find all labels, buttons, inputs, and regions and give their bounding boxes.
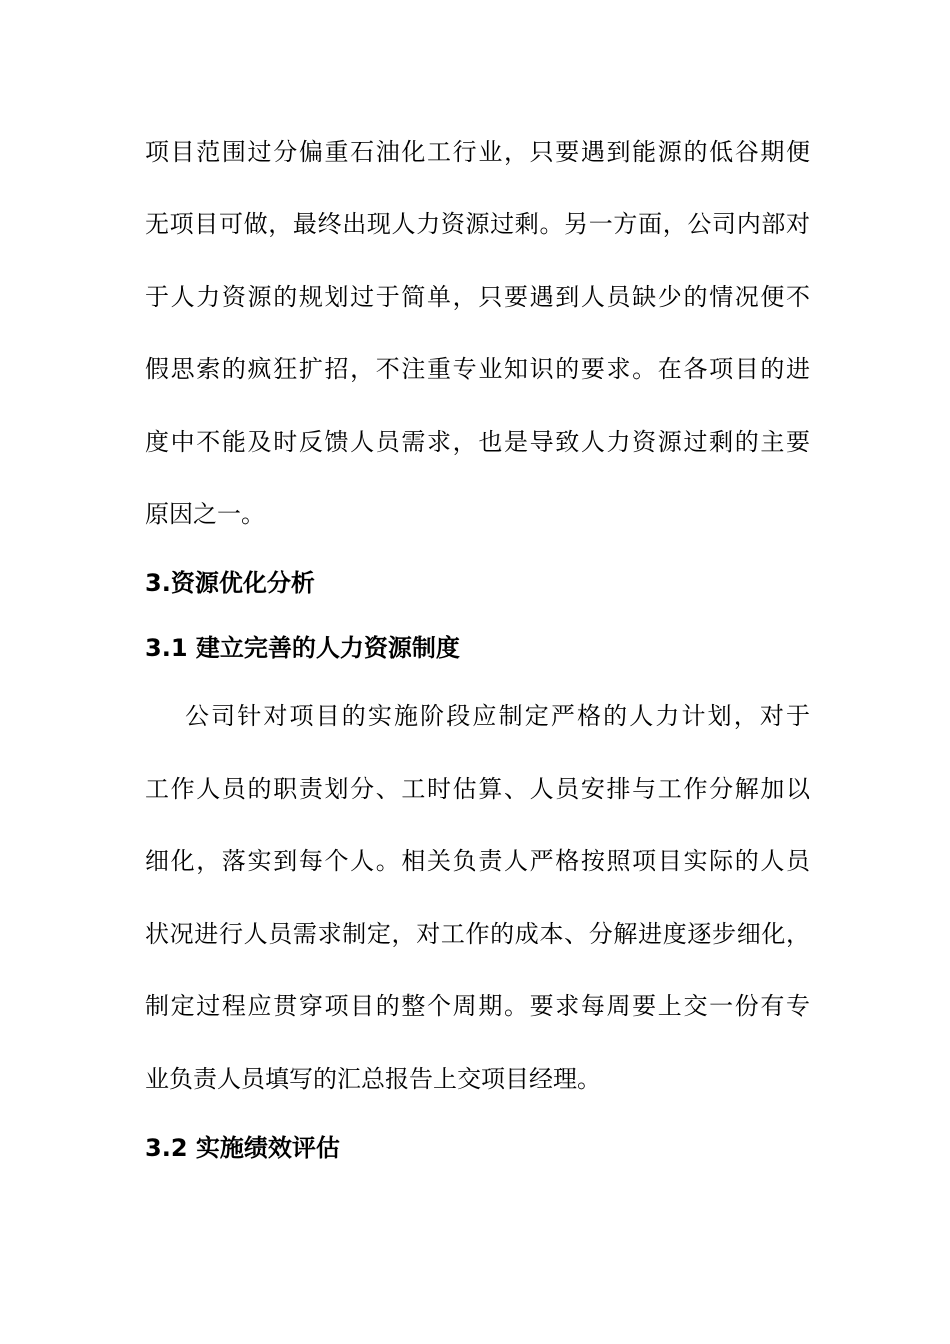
paragraph-line: 原因之一。 [145,500,265,528]
section-heading: 3.资源优化分析 [145,569,315,597]
paragraph-line: 度中不能及时反馈人员需求，也是导致人力资源过剩的主要 [145,428,810,456]
paragraph-line: 工作人员的职责划分、工时估算、人员安排与工作分解加以 [145,775,810,803]
paragraph-line: 状况进行人员需求制定，对工作的成本、分解进度逐步细化， [145,920,810,948]
paragraph-line: 业负责人员填写的汇总报告上交项目经理。 [145,1065,601,1093]
paragraph-line: 项目范围过分偏重石油化工行业，只要遇到能源的低谷期便 [145,138,810,166]
paragraph-line: 于人力资源的规划过于简单，只要遇到人员缺少的情况便不 [145,283,810,311]
paragraph-line: 公司针对项目的实施阶段应制定严格的人力计划，对于 [185,702,810,730]
paragraph-line: 无项目可做，最终出现人力资源过剩。另一方面，公司内部对 [145,210,810,238]
subsection-heading: 3.1 建立完善的人力资源制度 [145,634,460,662]
subsection-heading: 3.2 实施绩效评估 [145,1134,340,1162]
paragraph-line: 假思索的疯狂扩招，不注重专业知识的要求。在各项目的进 [145,355,810,383]
paragraph-line: 细化，落实到每个人。相关负责人严格按照项目实际的人员 [145,847,810,875]
paragraph-line: 制定过程应贯穿项目的整个周期。要求每周要上交一份有专 [145,992,810,1020]
